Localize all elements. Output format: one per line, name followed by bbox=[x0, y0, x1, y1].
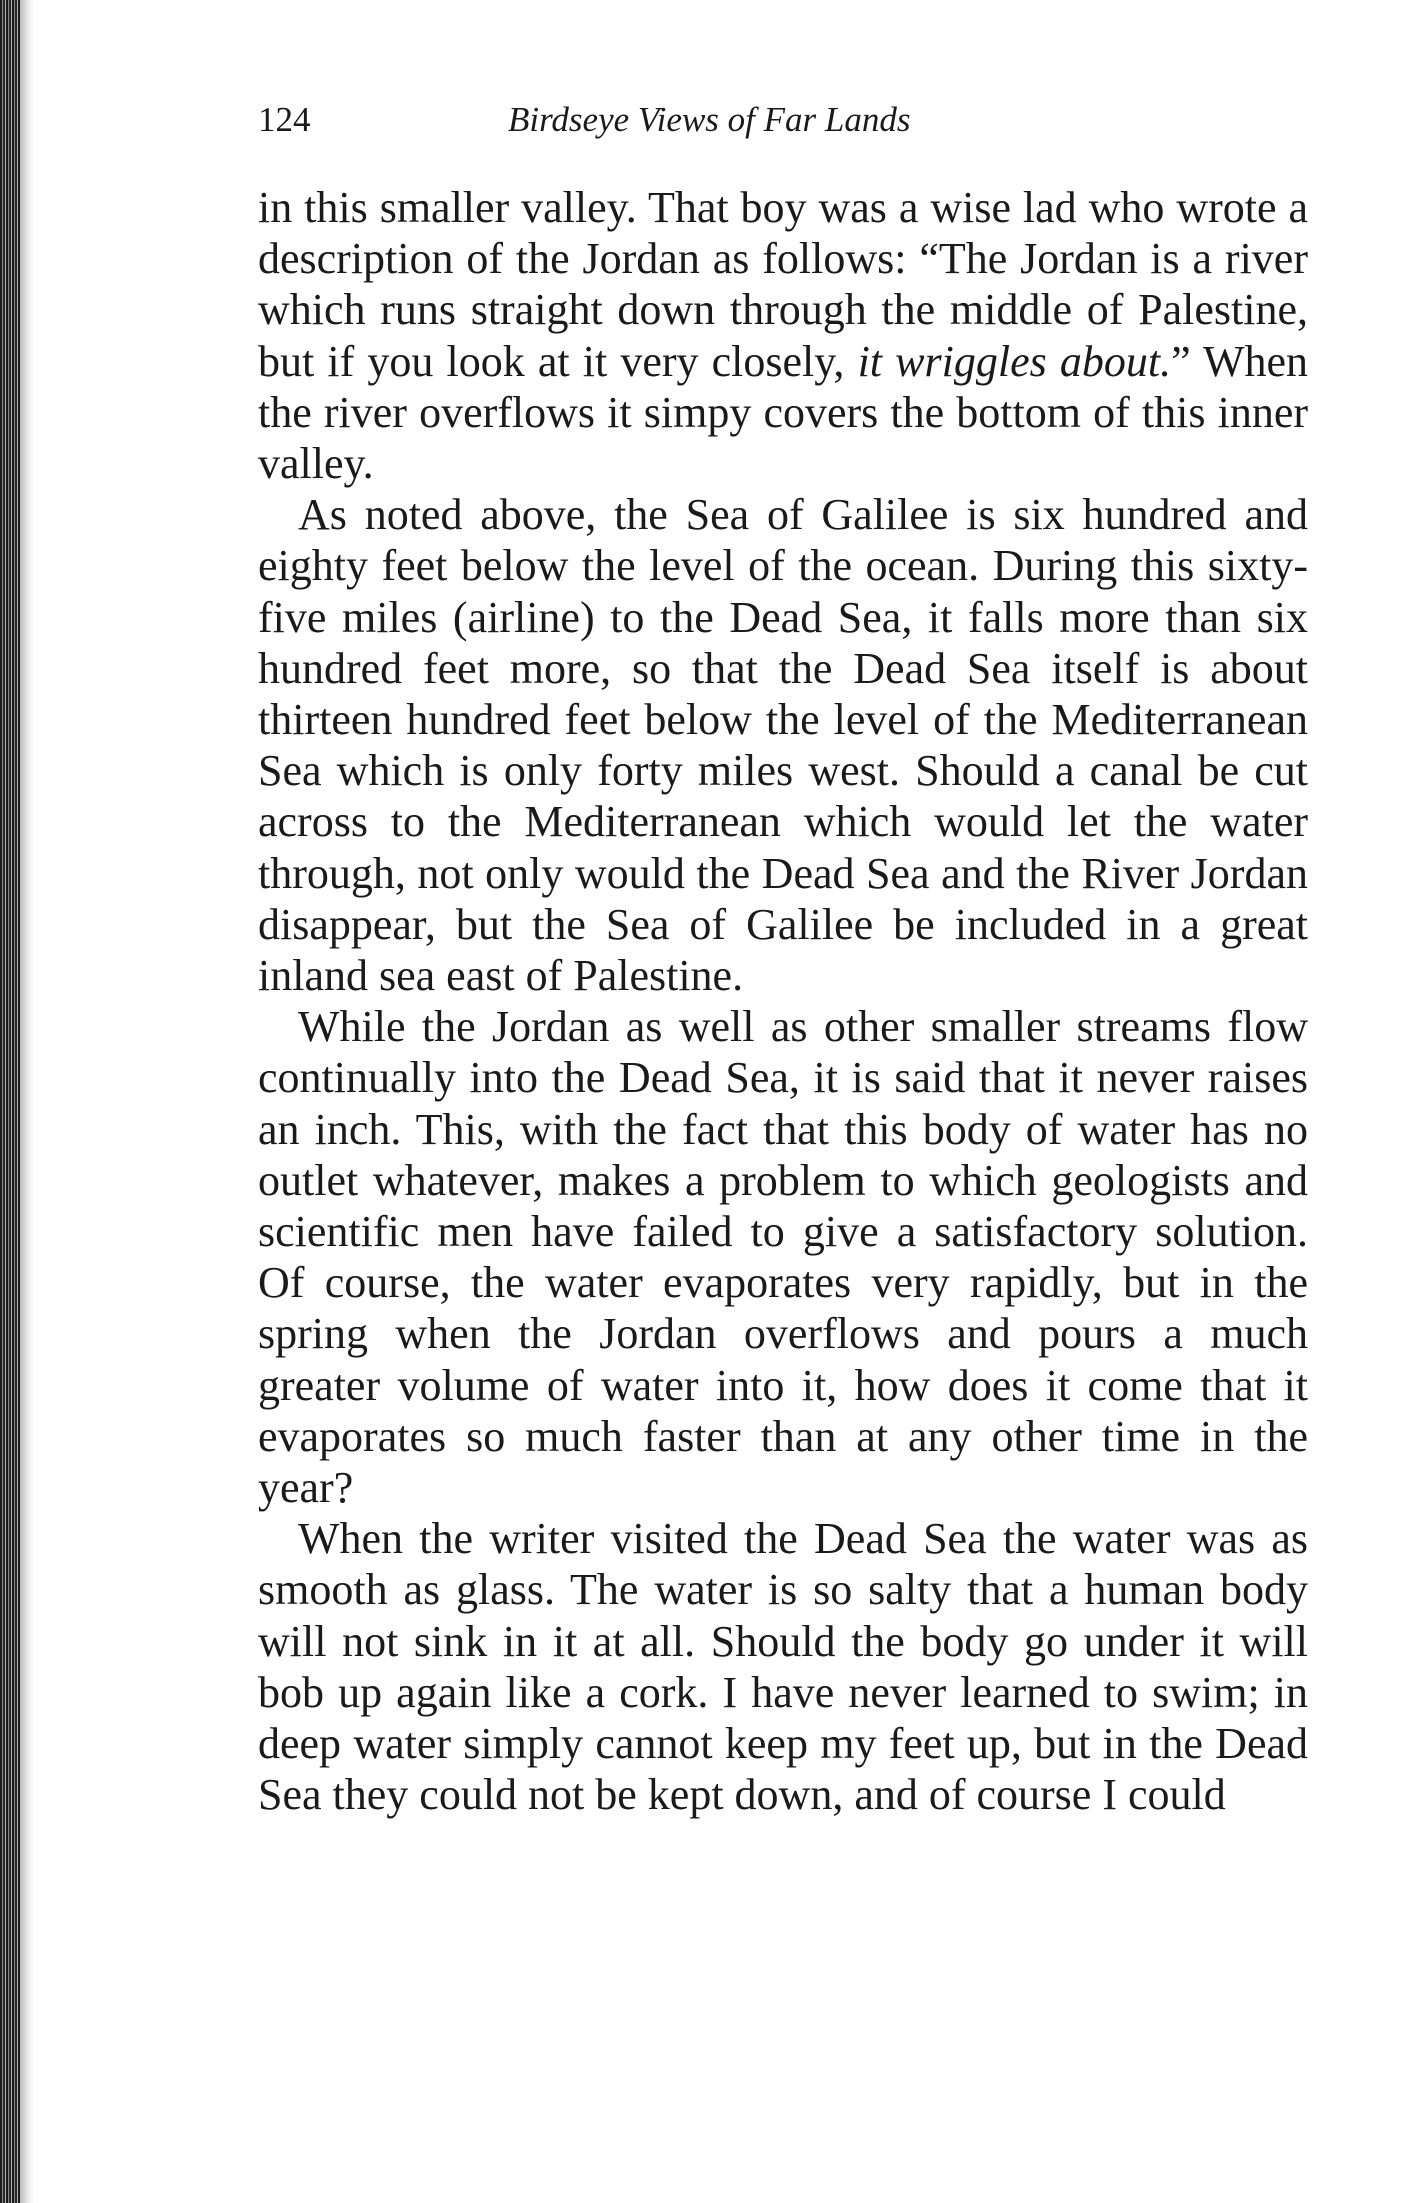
paragraph-1 bbox=[258, 182, 1308, 489]
paragraph-1-emphasis: it wriggles about. bbox=[857, 336, 1172, 386]
book-page bbox=[258, 100, 1308, 1821]
paragraph-2: As noted above, the Sea of Galilee is six hundred and eighty feet below the level of the ocean. During this sixty-five miles (airline) to the Dead Sea, it falls more than six hundred feet more, so that the Dead Sea itself is about thirteen hundred feet below the level of the Mediterranean Sea which is only forty miles west. Should a canal be cut across to the Mediterranean which would let the water through, not only would the Dead Sea and the River Jordan disappear, but the Sea of Galilee be included in a great inland sea east of Palestine. bbox=[258, 490, 1308, 1001]
binding-shadow bbox=[20, 0, 34, 2203]
paragraph-4: When the writer visited the Dead Sea the water was as smooth as glass. The water is so salty that a human body will not sink in it at all. Should the body go under it will bob up again like a cork. I have never learned to swim; in deep water simply cannot keep my feet up, but in the Dead Sea they could not be kept down, and of course I could bbox=[258, 1514, 1308, 1820]
page-number: 124 bbox=[258, 100, 311, 139]
book-binding-edge bbox=[0, 0, 20, 2203]
paragraph-3: While the Jordan as well as other smaller streams flow continually into the Dead Sea, it is said that it never raises an inch. This, with the fact that this body of water has no outlet whatever, makes a problem to which geologists and scientific men have failed to give a satisfactory solution. Of course, the water evaporates very rapidly, but in the spring when the Jordan overflows and pours a much greater volume of water into it, how does it come that it evaporates so much faster than at any other time in the year? bbox=[258, 1002, 1308, 1513]
paragraph-1-text-before: in this smaller valley. That boy was a wise lad who wrote a description of the Jordan as follows: “The Jordan is a river which runs straight down through the middle of Palestine, but if you look at it very closely, bbox=[258, 183, 1308, 386]
body-text bbox=[258, 182, 1308, 1821]
paragraph-1-text-after: ” When the river overflows it simpy covers the bottom of this inner valley. bbox=[258, 336, 1309, 489]
running-title: Birdseye Views of Far Lands bbox=[508, 100, 911, 139]
running-head bbox=[258, 100, 1308, 160]
